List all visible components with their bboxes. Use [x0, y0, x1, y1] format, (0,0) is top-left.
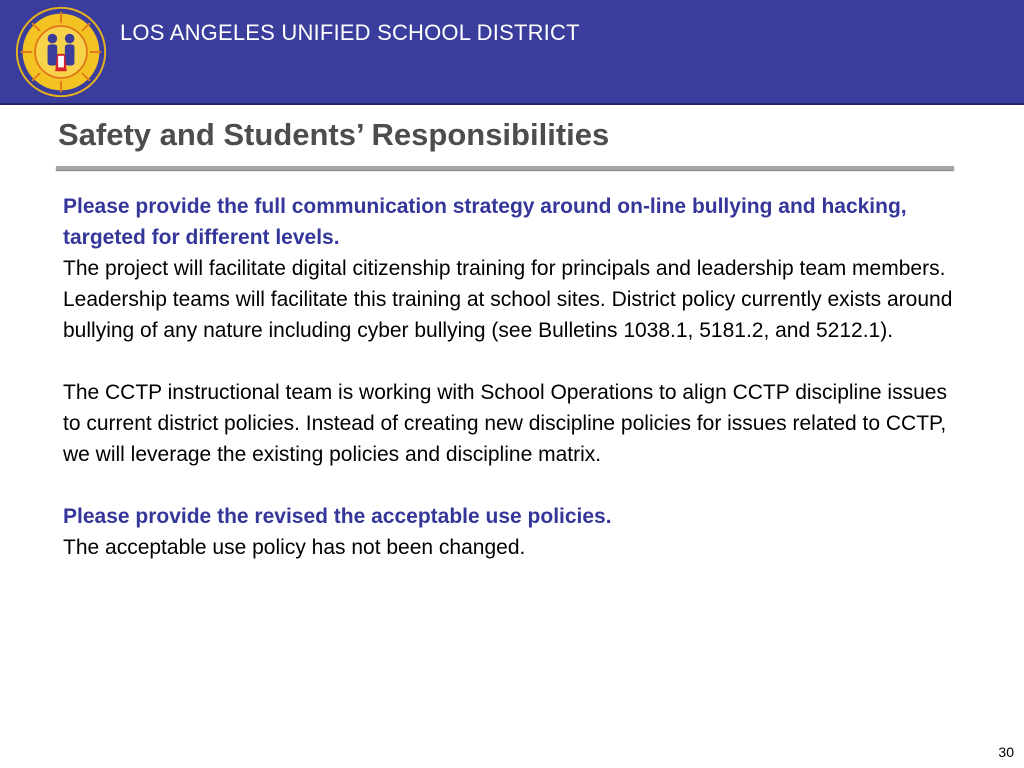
page-number: 30: [998, 744, 1014, 760]
paragraph-spacer: [63, 470, 963, 501]
district-name: LOS ANGELES UNIFIED SCHOOL DISTRICT: [120, 20, 580, 45]
answer-acceptable-use: The acceptable use policy has not been changed.: [63, 536, 526, 559]
question-communication-strategy: Please provide the full communication strategy around on-line bullying and hacking, targeted for different levels.: [63, 195, 907, 249]
title-divider: [56, 166, 954, 170]
answer-digital-citizenship: The project will facilitate digital citizenship training for principals and leadership team members. Leadership teams will facilitate this training at school sites. District policy currently exists around bullying of any nature including cyber bullying (see Bulletins 1038.1, 5181.2, and 5212.1).: [63, 257, 953, 342]
slide-title: Safety and Students’ Responsibilities: [58, 117, 610, 152]
district-seal-icon: [13, 4, 109, 100]
answer-cctp-discipline: The CCTP instructional team is working with School Operations to align CCTP discipline issues to current district policies. Instead of creating new discipline policies for issues related to CCTP, we will leverage the existing policies and discipline matrix.: [63, 381, 947, 466]
paragraph-spacer: [63, 346, 963, 377]
slide-header: [0, 0, 1024, 105]
question-acceptable-use: Please provide the revised the acceptable use policies.: [63, 505, 612, 528]
slide-body: [63, 191, 963, 563]
